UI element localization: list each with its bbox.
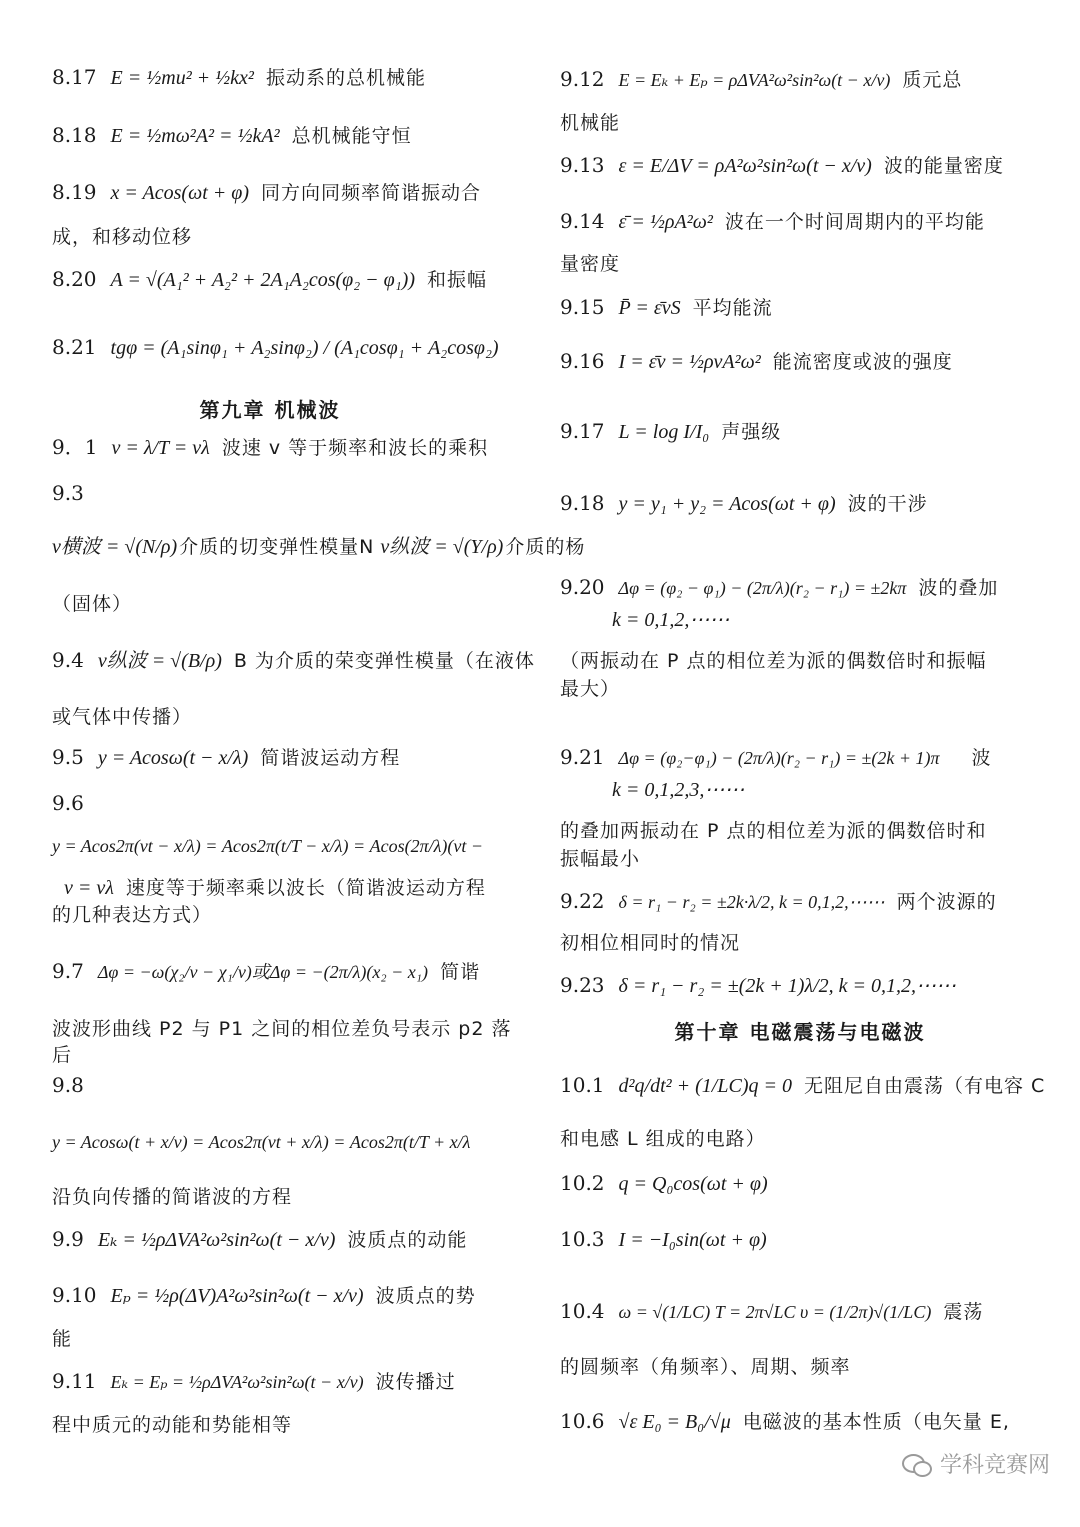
formula-9-13: 9.13 ε = E/ΔV = ρA²ω²sin²ω(t − x/v) 波的能量密度 bbox=[560, 153, 1004, 177]
formula-9-21: 9.21 Δφ = (φ₂−φ₁) − (2π/λ)(r₂ − r₁) = ±(2k + 1)π 波 bbox=[560, 745, 992, 769]
formula-9-12: 9.12 E = Eₖ + Eₚ = ρΔVA²ω²sin²ω(t − x/v) 质元总 bbox=[560, 67, 963, 91]
formula-8-20: 8.20 A = √(A₁² + A₂² + 2A₁A₂cos(φ₂ − φ₁)) 和振幅 bbox=[52, 267, 488, 291]
formula-9-6-number: 9.6 bbox=[52, 791, 84, 815]
formula-8-19-continued: 成，和移动位移 bbox=[52, 226, 193, 248]
formula-9-21-continued: 的叠加两振动在 P 点的相位差为派的偶数倍时和 bbox=[560, 820, 987, 842]
formula-9-4: 9.4 v纵波 = √(B/ρ) B 为介质的荣变弹性模量（在液体 bbox=[52, 648, 535, 672]
formula-8-19: 8.19 x = Acos(ωt + φ) 同方向同频率简谐振动合 bbox=[52, 180, 481, 204]
formula-9-20-k: k = 0,1,2,⋯⋯ bbox=[612, 609, 730, 631]
formula-10-2: 10.2 q = Q₀cos(ωt + φ) bbox=[560, 1171, 768, 1195]
formula-8-18: 8.18 E = ½mω²A² = ½kA² 总机械能守恒 bbox=[52, 123, 412, 147]
formula-9-3-continued: （固体） bbox=[52, 593, 133, 615]
wechat-icon bbox=[902, 1452, 932, 1476]
formula-9-22-continued: 初相位相同时的情况 bbox=[560, 932, 741, 954]
formula-9-6-continued: 的几种表达方式） bbox=[52, 904, 213, 926]
formula-9-14-continued: 量密度 bbox=[560, 253, 621, 275]
formula-9-17: 9.17 L = log I/I₀ 声强级 bbox=[560, 419, 782, 443]
formula-9-18: 9.18 y = y₁ + y₂ = Acos(ωt + φ) 波的干涉 bbox=[560, 491, 928, 515]
watermark-text: 学科竞赛网 bbox=[939, 1453, 1050, 1478]
watermark bbox=[902, 1448, 1050, 1479]
formula-9-23: 9.23 δ = r₁ − r₂ = ±(2k + 1)λ/2, k = 0,1,2,⋯⋯ bbox=[560, 973, 957, 997]
chapter-10-title: 第十章 电磁震荡与电磁波 bbox=[674, 1020, 926, 1044]
formula-9-5: 9.5 y = Acosω(t − x/λ) 简谐波运动方程 bbox=[52, 745, 401, 769]
formula-9-8-continued: 沿负向传播的简谐波的方程 bbox=[52, 1186, 293, 1208]
formula-9-6: y = Acos2π(vt − x/λ) = Acos2π(t/T − x/λ) = Acos(2π/λ)(vt − bbox=[52, 836, 484, 856]
formula-9-10-continued: 能 bbox=[52, 1328, 73, 1350]
chapter-9-title: 第九章 机械波 bbox=[199, 398, 341, 422]
formula-8-17: 8.17 E = ½mu² + ½kx² 振动系的总机械能 bbox=[52, 65, 426, 89]
formula-9-12-continued: 机械能 bbox=[560, 112, 621, 134]
formula-9-14: 9.14 ε̄ = ½ρA²ω² 波在一个时间周期内的平均能 bbox=[560, 209, 985, 233]
formula-9-7-continued-2: 后 bbox=[52, 1044, 73, 1066]
formula-9-10: 9.10 Eₚ = ½ρ(ΔV)A²ω²sin²ω(t − x/v) 波质点的势 bbox=[52, 1283, 476, 1307]
formula-9-21-k: k = 0,1,2,3,⋯⋯ bbox=[612, 779, 745, 801]
formula-9-7: 9.7 Δφ = −ω(χ₂/v − χ₁/v)或Δφ = −(2π/λ)(x₂ − x₁) 简谐 bbox=[52, 959, 481, 983]
formula-10-3: 10.3 I = −I₀sin(ωt + φ) bbox=[560, 1227, 767, 1251]
formula-10-1-continued: 和电感 L 组成的电路） bbox=[560, 1128, 766, 1150]
formula-9-8-number: 9.8 bbox=[52, 1073, 84, 1097]
right-column bbox=[540, 0, 1080, 1527]
formula-9-20-continued: （两振动在 P 点的相位差为派的偶数倍时和振幅 bbox=[560, 650, 987, 672]
formula-9-8: y = Acosω(t + x/v) = Acos2π(vt + x/λ) = Acos2π(t/T + x/λ bbox=[52, 1132, 471, 1152]
formula-9-15: 9.15 P̄ = ε̄vS 平均能流 bbox=[560, 295, 773, 319]
formula-9-11: 9.11 Eₖ = Eₚ = ½ρΔVA²ω²sin²ω(t − x/v) 波传播过 bbox=[52, 1369, 456, 1393]
formula-9-4-continued: 或气体中传播） bbox=[52, 706, 193, 728]
formula-9-20-continued-2: 最大） bbox=[560, 678, 621, 700]
formula-9-16: 9.16 I = ε̄v = ½ρvA²ω² 能流密度或波的强度 bbox=[560, 349, 953, 373]
formula-9-22: 9.22 δ = r₁ − r₂ = ±2k·λ/2, k = 0,1,2,⋯⋯ 两个波源的 bbox=[560, 889, 997, 913]
formula-9-11-continued: 程中质元的动能和势能相等 bbox=[52, 1414, 293, 1436]
formula-10-1: 10.1 d²q/dt² + (1/LC)q = 0 无阻尼自由震荡（有电容 C bbox=[560, 1073, 1046, 1097]
formula-9-6-line2: v = νλ 速度等于频率乘以波长（简谐波运动方程 bbox=[64, 877, 486, 899]
formula-9-20: 9.20 Δφ = (φ₂ − φ₁) − (2π/λ)(r₂ − r₁) = ±2kπ 波的叠加 bbox=[560, 575, 999, 599]
formula-10-6: 10.6 √ε E₀ = B₀/√μ 电磁波的基本性质（电矢量 E, bbox=[560, 1409, 1010, 1433]
formula-9-3: v横波 = √(N/ρ) 介质的切变弹性模量N v纵波 = √(Y/ρ) 介质的杨 bbox=[52, 536, 586, 558]
formula-8-21: 8.21 tgφ = (A₁sinφ₁ + A₂sinφ₂) / (A₁cosφ₁ + A₂cosφ₂) bbox=[52, 335, 499, 359]
formula-9-1: 9．1 v = λ/T = νλ 波速 v 等于频率和波长的乘积 bbox=[52, 435, 489, 459]
formula-9-7-continued: 波波形曲线 P2 与 P1 之间的相位差负号表示 p2 落 bbox=[52, 1018, 512, 1040]
formula-9-3-number: 9.3 bbox=[52, 481, 84, 505]
formula-10-4-continued: 的圆频率（角频率）、周期、频率 bbox=[560, 1356, 851, 1378]
formula-9-9: 9.9 Eₖ = ½ρΔVA²ω²sin²ω(t − x/v) 波质点的动能 bbox=[52, 1227, 468, 1251]
formula-9-21-continued-2: 振幅最小 bbox=[560, 848, 641, 870]
formula-10-4: 10.4 ω = √(1/LC) T = 2π√LC υ = (1/2π)√(1/LC) 震荡 bbox=[560, 1299, 984, 1323]
